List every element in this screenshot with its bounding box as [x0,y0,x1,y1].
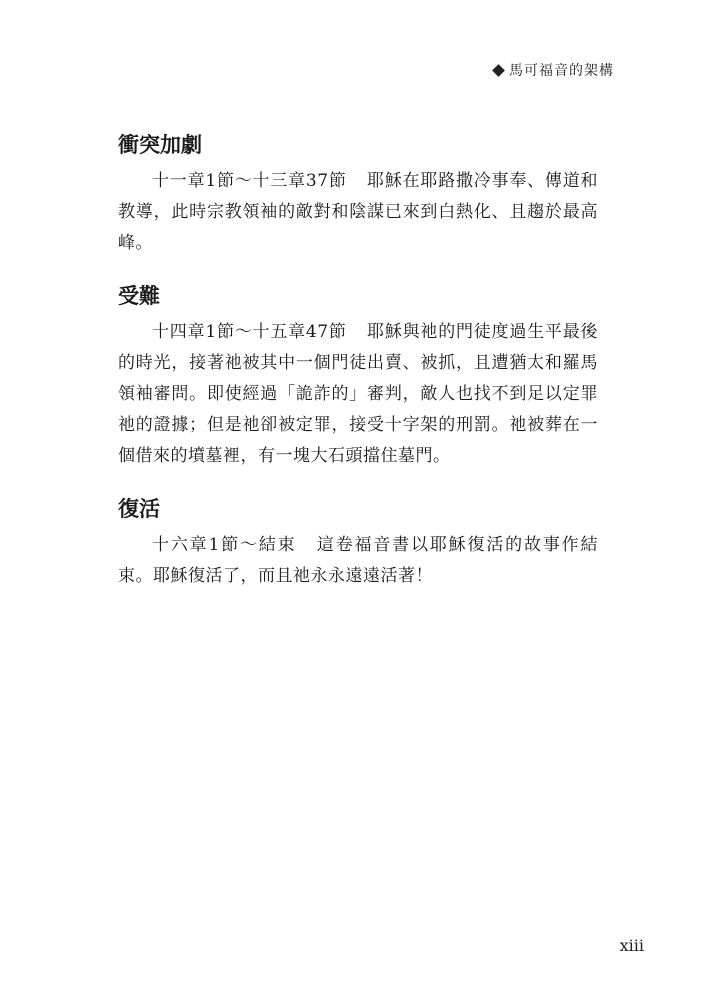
section-resurrection [118,494,598,592]
section-title: 復活 [118,497,160,521]
section-paragraph [118,166,598,259]
scripture-reference: 十一章1節～十三章37節 [152,171,347,191]
scripture-reference: 十六章1節～結束 [152,535,297,555]
running-title: 馬可福音的架構 [509,63,614,79]
section-text: 耶穌在耶路撒冷事奉、傳道和教導，此時宗教領袖的敵對和陰謀已來到白熱化、且趨於最高峰。 [118,171,599,253]
section-passion [118,281,598,472]
section-paragraph [118,317,598,472]
section-text: 耶穌與祂的門徒度過生平最後的時光，接著祂被其中一個門徒出賣、被抓，且遭猶太和羅馬領袖審問。即使經過「詭詐的」審判，敵人也找不到足以定罪祂的證據；但是祂卻被定罪，接受十字架的刑罰。祂被葬在一個借來的墳墓裡，有一塊大石頭擋住墓門。 [118,322,599,466]
section-conflict [118,130,598,259]
page-content [118,130,598,614]
running-header [494,60,614,80]
diamond-icon [492,64,505,77]
section-title: 受難 [118,284,160,308]
section-paragraph [118,530,598,592]
section-text: 這卷福音書以耶穌復活的故事作結束。耶穌復活了，而且祂永永遠遠活著！ [118,535,598,586]
page-number: xiii [619,936,644,955]
scripture-reference: 十四章1節～十五章47節 [152,322,347,342]
section-title: 衝突加劇 [118,133,202,157]
